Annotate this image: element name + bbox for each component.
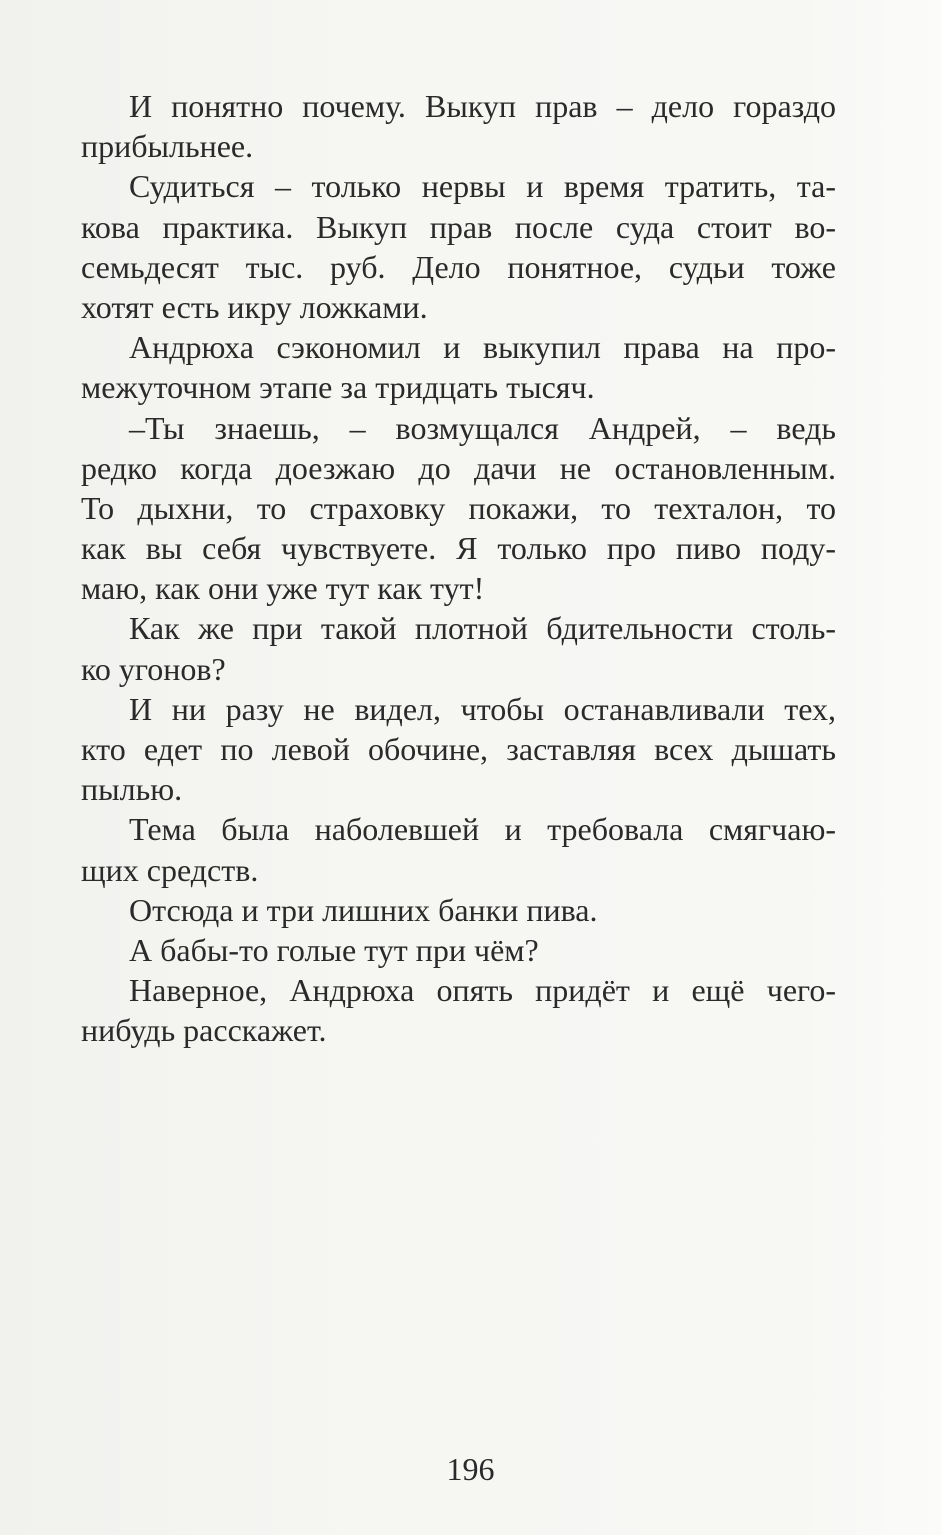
text-line: Наверное, Андрюха опять придёт и ещё чего- [129,972,836,1009]
text-line: маю, как они уже тут как тут! [81,570,485,607]
text-line: Отсюда и три лишних банки пива. [129,891,598,928]
text-line: редко когда доезжаю до дачи не остановленным. [81,449,836,486]
text-line: Судиться – только нервы и время тратить, та- [129,168,836,205]
text-line: прибыльнее. [81,128,254,165]
text-line: кова практика. Выкуп прав после суда стоит во- [81,208,836,245]
text-line: Андрюха сэкономил и выкупил права на про- [129,329,836,366]
text-line: А бабы-то голые тут при чём? [129,931,539,968]
text-line: Как же при такой плотной бдительности столь- [129,610,836,647]
text-line: пылью. [81,771,183,808]
text-line: щих средств. [81,851,259,888]
text-line: Тема была наболевшей и требовала смягчаю- [129,811,836,848]
text-line: И ни разу не видел, чтобы останавливали тех, [129,690,836,727]
page-number: 196 [446,1451,495,1487]
body-text [81,86,836,1051]
text-line: ко угонов? [81,650,226,687]
text-line: И понятно почему. Выкуп прав – дело гораздо [129,88,836,124]
text-line: семьдесят тыс. руб. Дело понятное, судьи тоже [81,248,836,285]
text-line: нибудь расскажет. [81,1012,327,1049]
text-line: хотят есть икру ложками. [81,288,428,325]
text-line: как вы себя чувствуете. Я только про пиво поду- [81,530,836,567]
text-line: –Ты знаешь, – возмущался Андрей, – ведь [129,409,836,446]
text-line: кто едет по левой обочине, заставляя всех дышать [81,731,836,767]
text-line: То дыхни, то страховку покажи, то техталон, то [81,489,836,526]
text-line: межуточном этапе за тридцать тысяч. [81,369,595,406]
